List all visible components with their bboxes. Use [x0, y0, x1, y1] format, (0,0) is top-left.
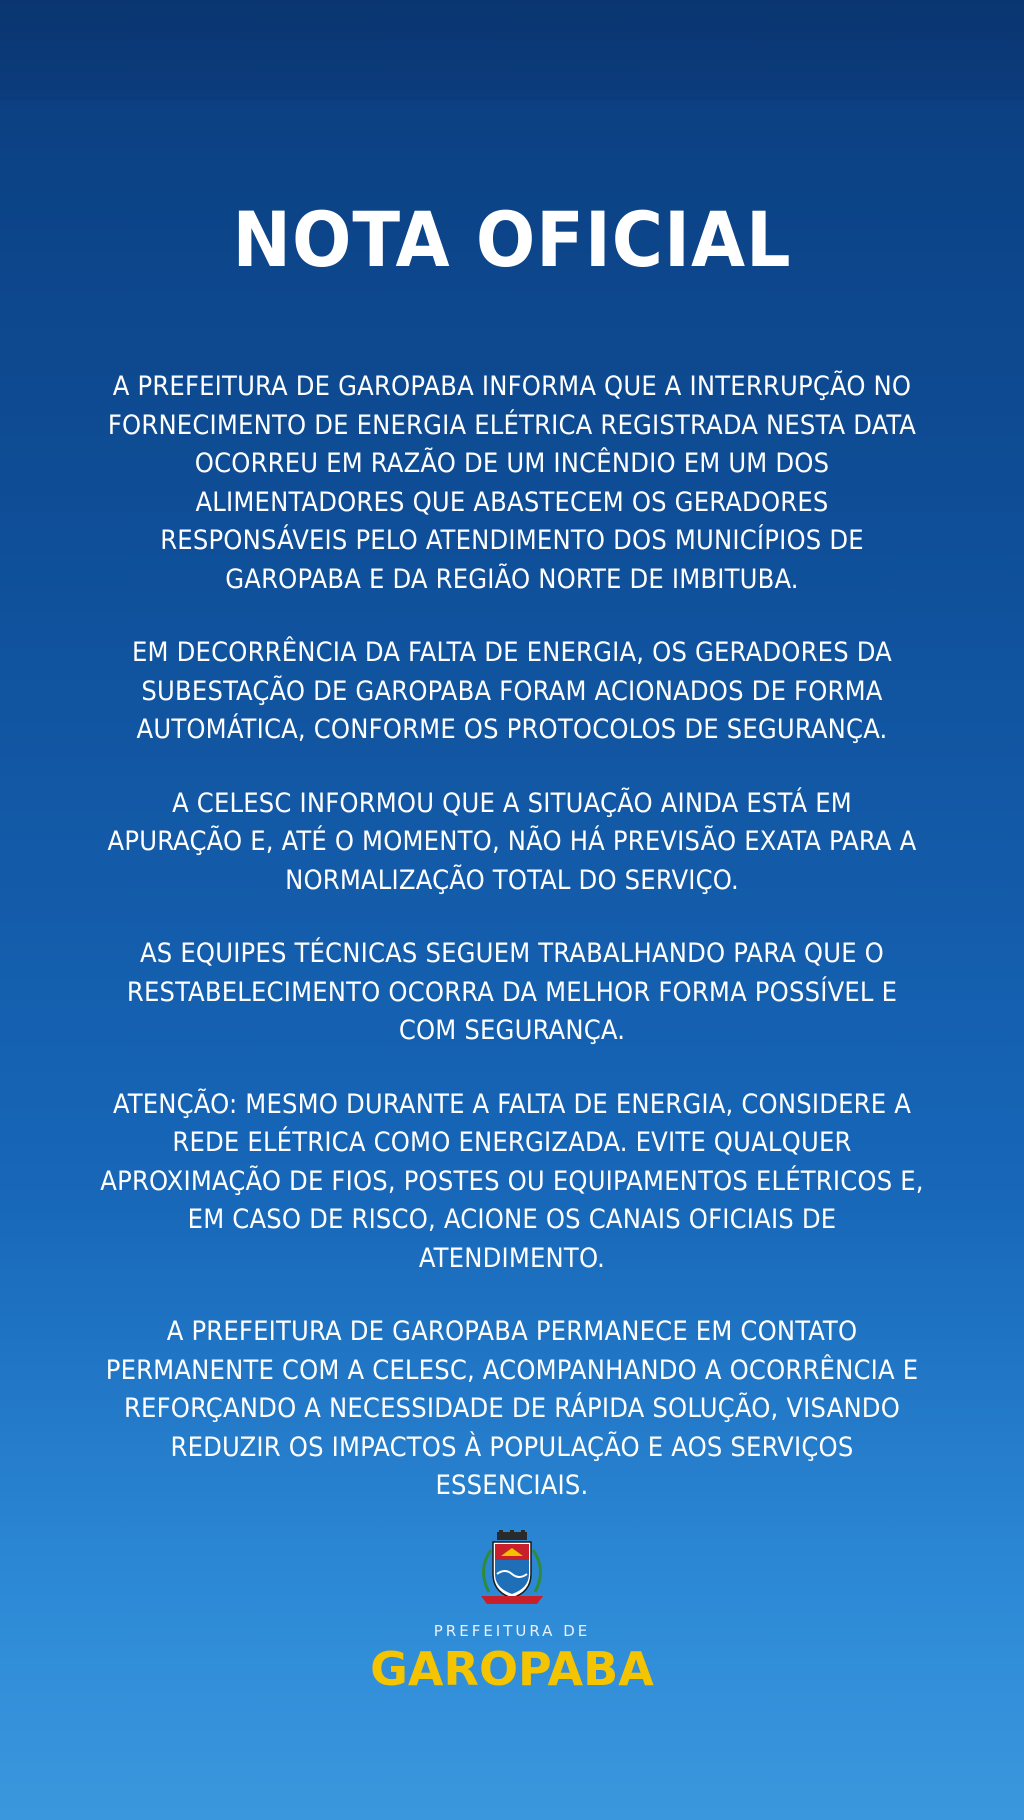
- paragraph-generators: EM DECORRÊNCIA DA FALTA DE ENERGIA, OS GERADORES DA SUBESTAÇÃO DE GAROPABA FORAM ACIONADOS DE FORMA AUTOMÁTICA, CONFORME OS PROTOCOLOS DE SEGURANÇA.: [132, 637, 892, 745]
- paragraph-technical-teams: AS EQUIPES TÉCNICAS SEGUEM TRABALHANDO PARA QUE O RESTABELECIMENTO OCORRA DA MELHOR FORMA POSSÍVEL E COM SEGURANÇA.: [126, 938, 898, 1046]
- page-title: NOTA OFICIAL: [232, 195, 792, 284]
- logo-name: GAROPABA: [370, 1642, 654, 1696]
- paragraph-attention: ATENÇÃO: MESMO DURANTE A FALTA DE ENERGIA, CONSIDERE A REDE ELÉTRICA COMO ENERGIZADA. EVITE QUALQUER APROXIMAÇÃO DE FIOS, POSTES OU EQUIPAMENTOS ELÉTRICOS E, EM CASO DE RISCO, ACIONE OS CANAIS OFICIAIS DE ATENDIMENTO.: [100, 1088, 924, 1274]
- announcement-body: [30, 368, 994, 1541]
- municipal-crest-icon: [467, 1530, 557, 1610]
- paragraph-contact: A PREFEITURA DE GAROPABA PERMANECE EM CONTATO PERMANENTE COM A CELESC, ACOMPANHANDO A OCORRÊNCIA E REFORÇANDO A NECESSIDADE DE RÁPIDA SOLUÇÃO, VISANDO REDUZIR OS IMPACTOS À POPULAÇÃO E AOS SERVIÇOS ESSENCIAIS.: [105, 1316, 919, 1501]
- prefeitura-logo: [0, 1530, 1024, 1696]
- top-band: [0, 0, 1024, 100]
- paragraph-celesc: A CELESC INFORMOU QUE A SITUAÇÃO AINDA ESTÁ EM APURAÇÃO E, ATÉ O MOMENTO, NÃO HÁ PREVISÃO EXATA PARA A NORMALIZAÇÃO TOTAL DO SERVIÇO.: [107, 787, 917, 896]
- paragraph-interruption: A PREFEITURA DE GAROPABA INFORMA QUE A INTERRUPÇÃO NO FORNECIMENTO DE ENERGIA ELÉTRICA REGISTRADA NESTA DATA OCORREU EM RAZÃO DE UM INCÊNDIO EM UM DOS ALIMENTADORES QUE ABASTECEM OS GERADORES RESPONSÁVEIS PELO ATENDIMENTO DOS MUNICÍPIOS DE GAROPABA E DA REGIÃO NORTE DE IMBITUBA.: [107, 371, 917, 595]
- logo-subtitle: PREFEITURA DE: [433, 1622, 591, 1640]
